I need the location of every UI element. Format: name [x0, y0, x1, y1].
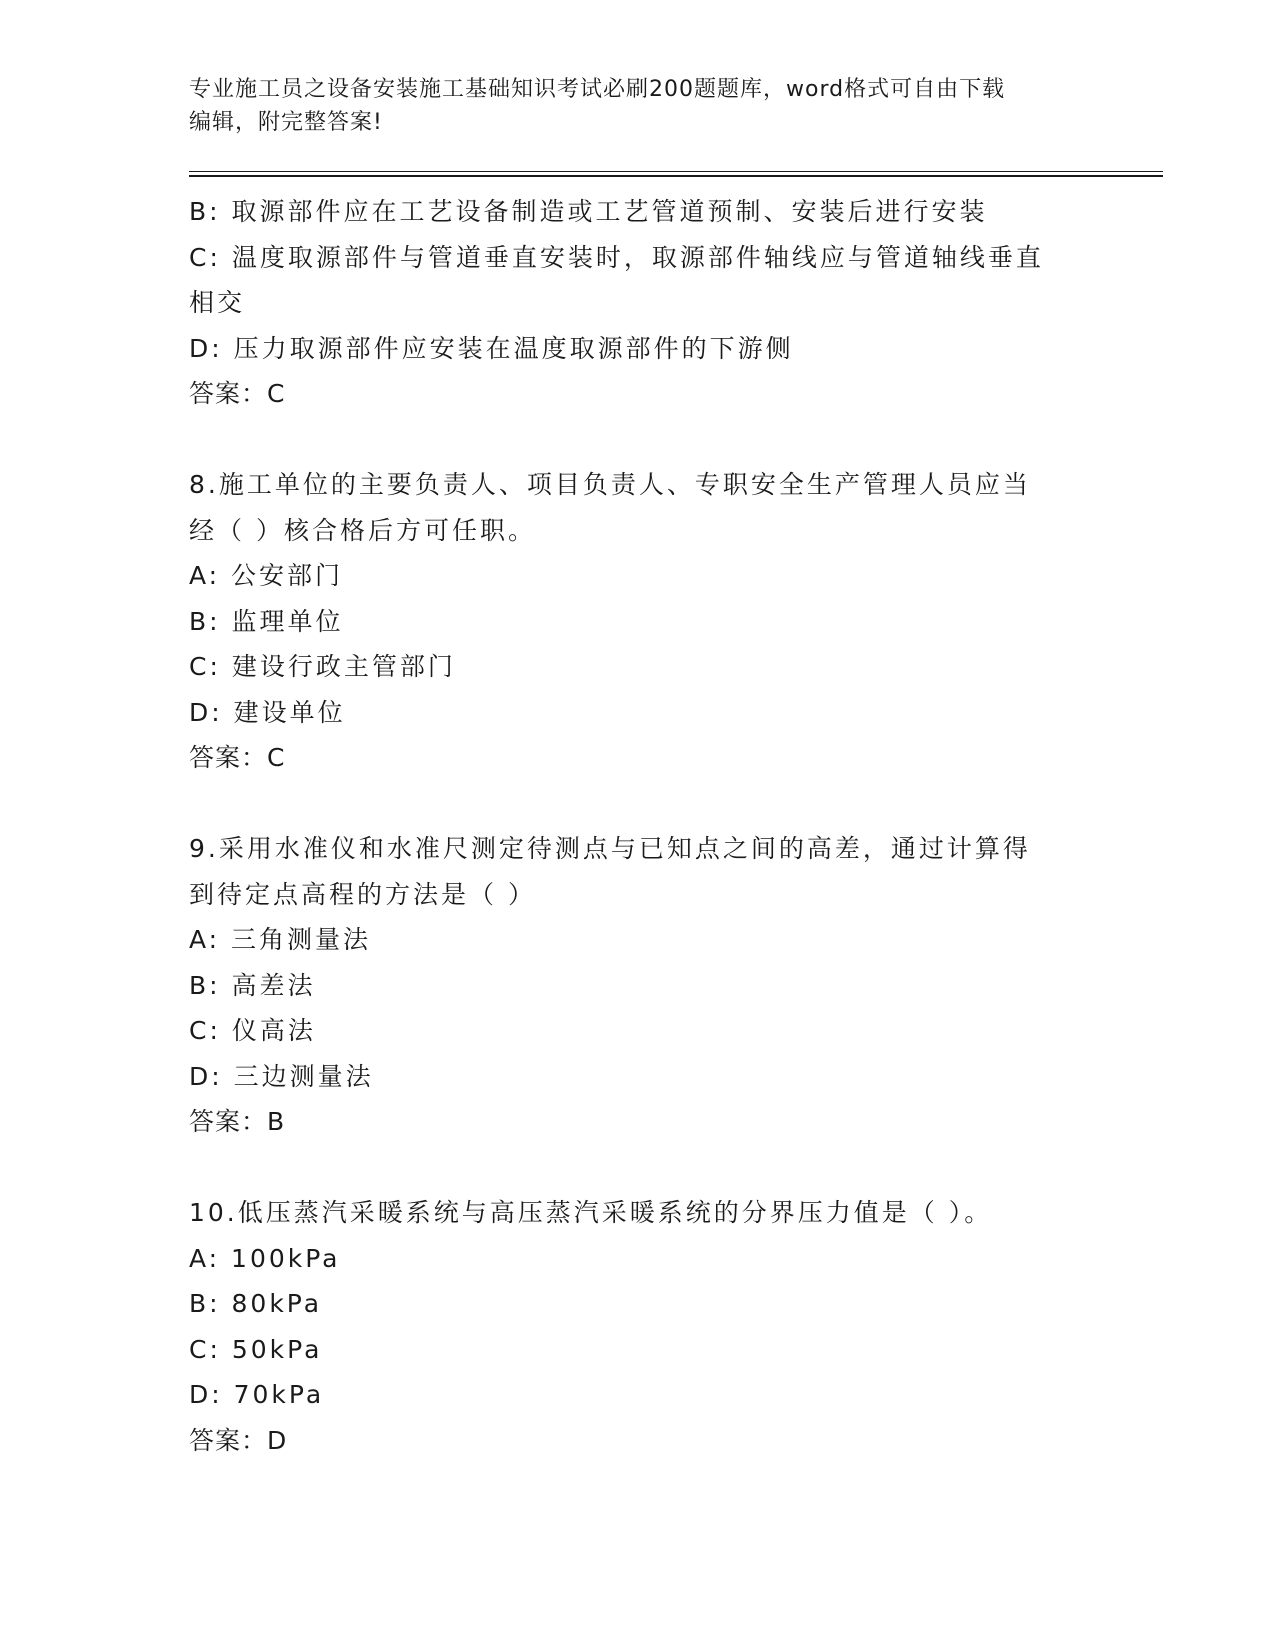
spacer	[189, 1145, 1089, 1191]
answer-line: 答案：C	[189, 743, 286, 772]
option-a: A: 公安部门	[189, 561, 344, 590]
option-d: D: 70kPa	[189, 1380, 325, 1409]
option-a: A: 三角测量法	[189, 925, 372, 954]
header-title-line-1: 专业施工员之设备安装施工基础知识考试必刷200题题库，word格式可自由下载	[189, 77, 1006, 102]
question-stem: 9.采用水准仪和水准尺测定待测点与已知点之间的高差，通过计算得	[189, 834, 1031, 863]
spacer	[189, 417, 1089, 463]
option-d: D: 三边测量法	[189, 1061, 374, 1091]
question-stem: 经（ ）核合格后方可任职。	[189, 515, 536, 545]
question-10	[189, 1190, 1089, 1463]
answer-line: 答案：D	[189, 1425, 288, 1455]
option-c: C: 建设行政主管部门	[189, 652, 456, 681]
question-8	[189, 462, 1089, 781]
header-title-line-2: 编辑，附完整答案!	[189, 110, 383, 135]
question-stem: 8.施工单位的主要负责人、项目负责人、专职安全生产管理人员应当	[189, 470, 1031, 499]
option-d: D: 压力取源部件应安装在温度取源部件的下游侧	[189, 333, 794, 363]
option-b: B: 监理单位	[189, 606, 344, 636]
question-stem: 10.低压蒸汽采暖系统与高压蒸汽采暖系统的分界压力值是（ ）。	[189, 1198, 993, 1227]
option-b: B: 高差法	[189, 970, 316, 1000]
spacer	[189, 781, 1089, 827]
question-stem: 到待定点高程的方法是（ ）	[189, 879, 536, 909]
option-d: D: 建设单位	[189, 697, 346, 727]
option-a: A: 100kPa	[189, 1243, 341, 1273]
option-c: C: 温度取源部件与管道垂直安装时，取源部件轴线应与管道轴线垂直	[189, 242, 1044, 272]
option-c-continued: 相交	[189, 288, 246, 317]
option-c: C: 50kPa	[189, 1334, 323, 1364]
header-rule-bottom	[189, 175, 1163, 177]
option-c: C: 仪高法	[189, 1016, 316, 1045]
answer-line: 答案：B	[189, 1107, 286, 1136]
continued-question	[189, 189, 1089, 417]
option-b: B: 取源部件应在工艺设备制造或工艺管道预制、安装后进行安装	[189, 197, 988, 226]
question-content	[189, 189, 1089, 1463]
document-header	[189, 73, 1089, 139]
question-9	[189, 826, 1089, 1145]
option-b: B: 80kPa	[189, 1289, 323, 1318]
header-rule-top	[189, 171, 1163, 172]
answer-line: 答案：C	[189, 379, 286, 408]
